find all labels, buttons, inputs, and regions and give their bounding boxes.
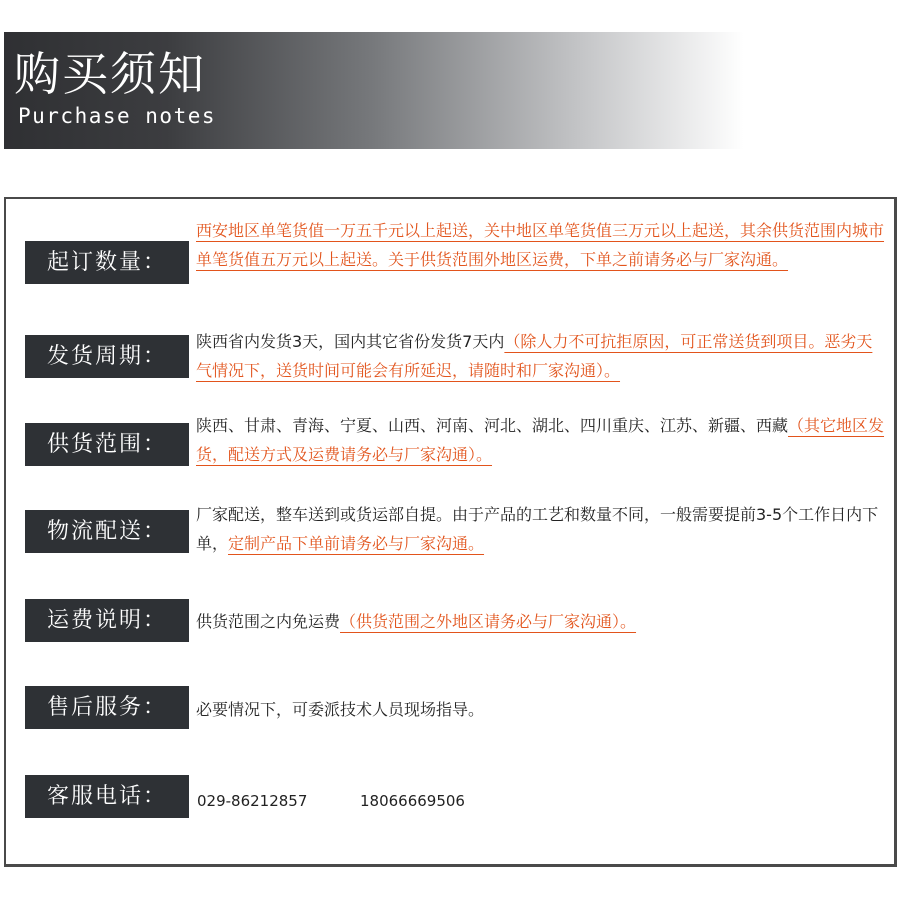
section-text (196, 695, 886, 724)
section-label: 起订数量： (25, 241, 189, 284)
notes-panel (4, 197, 897, 867)
section-text-plain: 厂家配送，整车送到或货运部自提。由于产品的工艺和数量不同，一般需要提前3-5个工作日内下单， (196, 505, 879, 553)
section-label: 售后服务： (25, 686, 189, 729)
section-label: 运费说明： (25, 599, 189, 642)
section-label: 发货周期： (25, 335, 189, 378)
section-text (196, 411, 886, 469)
section-text (196, 216, 886, 274)
section-text-highlight: （供货范围之外地区请务必与厂家沟通）。 (340, 612, 637, 631)
header-banner (4, 32, 744, 149)
page-subtitle: Purchase notes (18, 104, 217, 128)
phone-landline: 029-86212857 (197, 792, 308, 810)
section-label: 供货范围： (25, 423, 189, 466)
section-text (196, 327, 886, 385)
section-label: 物流配送： (25, 510, 189, 553)
section-text-plain: 陕西、甘肃、青海、宁夏、山西、河南、河北、湖北、四川重庆、江苏、新疆、西藏 (196, 416, 789, 435)
contact-label: 客服电话： (25, 775, 189, 818)
section-text-plain: 陕西省内发货3天，国内其它省份发货7天内 (196, 332, 505, 351)
page-title: 购买须知 (14, 47, 206, 101)
section-text-plain: 供货范围之内免运费 (196, 612, 341, 631)
section-text-highlight: 西安地区单笔货值一万五千元以上起送，关中地区单笔货值三万元以上起送，其余供货范围内城市单笔货值五万元以上起送。关于供货范围外地区运费，下单之前请务必与厂家沟通。 (196, 221, 885, 269)
section-text-highlight: 定制产品下单前请务必与厂家沟通。 (228, 534, 485, 553)
section-text-plain: 必要情况下，可委派技术人员现场指导。 (196, 700, 485, 719)
section-text-highlight: （其它地区发货，配送方式及运费请务必与厂家沟通）。 (196, 416, 885, 464)
section-text (196, 500, 886, 558)
section-text-highlight: （除人力不可抗拒原因，可正常送货到项目。恶劣天气情况下，送货时间可能会有所延迟，请随时和厂家沟通）。 (196, 332, 873, 380)
phone-mobile: 18066669506 (360, 792, 465, 810)
section-text (196, 607, 886, 636)
